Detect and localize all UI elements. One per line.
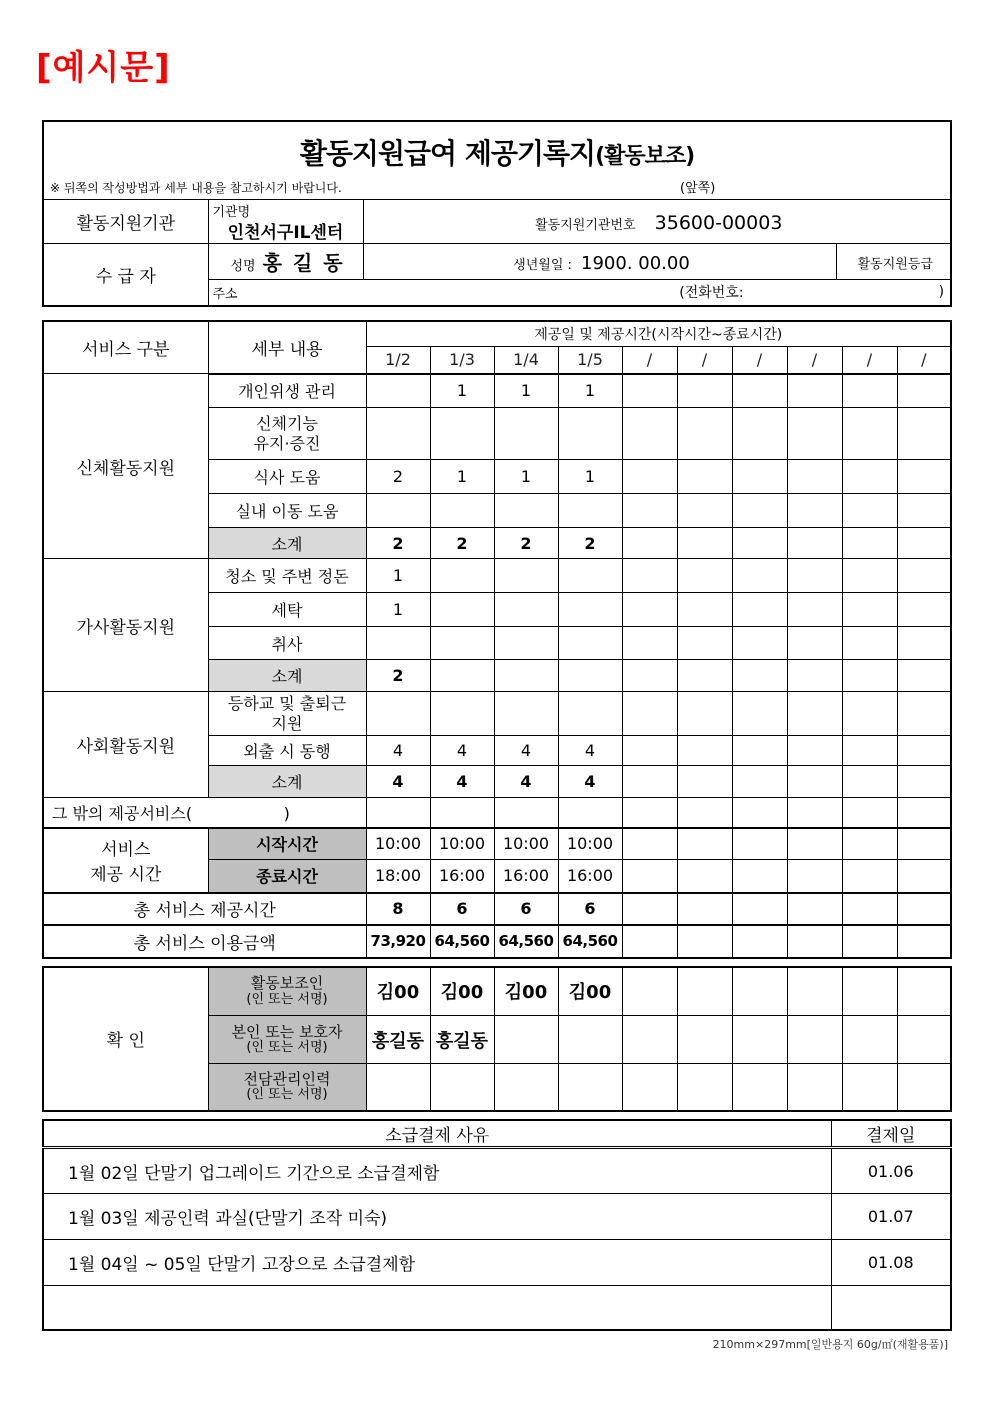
value-cell <box>558 559 622 593</box>
recipient-name-cell <box>208 244 363 280</box>
paper-spec-footer: 210mm×297mm[일반용지 60g/㎡(재활용품)] <box>712 1337 948 1351</box>
value-cell <box>897 828 951 860</box>
org-name-value: 인천서구IL센터 <box>227 223 344 243</box>
value-cell: 2 <box>558 528 622 559</box>
retro-date: 01.08 <box>831 1240 951 1286</box>
retro-reason: 1월 02일 단말기 업그레이드 기간으로 소급결제함 <box>43 1148 831 1194</box>
row-label-outing: 외출 시 동행 <box>208 736 366 766</box>
value-cell <box>897 798 951 828</box>
manager-label-line2: (인 또는 서명) <box>246 1087 328 1103</box>
row-label-line2: 지원 <box>271 713 303 733</box>
value-cell <box>897 1016 951 1064</box>
recipient-birth-value: 1900. 00.00 <box>581 253 690 274</box>
value-cell <box>494 692 558 736</box>
value-cell <box>732 860 787 893</box>
value-cell <box>787 460 842 494</box>
address-label: 주소 <box>212 286 238 302</box>
value-cell <box>558 660 622 692</box>
value-cell: 1/4 <box>494 347 558 374</box>
provide-date-header: 제공일 및 제공시간(시작시간~종료시간) <box>366 321 951 347</box>
value-cell <box>366 494 430 528</box>
value-cell <box>677 860 732 893</box>
value-cell <box>732 766 787 798</box>
value-cell: / <box>732 347 787 374</box>
recipient-name-label: 성명 <box>230 259 256 274</box>
value-cell <box>842 559 897 593</box>
total-service-time-label: 총 서비스 제공시간 <box>43 893 366 925</box>
value-cell <box>897 460 951 494</box>
retro-date: 01.06 <box>831 1148 951 1194</box>
value-cell <box>558 692 622 736</box>
value-cell <box>494 798 558 828</box>
row-label-indoor-move: 실내 이동 도움 <box>208 494 366 528</box>
row-label-personal-hygiene: 개인위생 관리 <box>208 374 366 408</box>
value-cell: 김00 <box>430 967 494 1016</box>
value-cell <box>787 559 842 593</box>
value-cell <box>622 494 677 528</box>
value-cell <box>622 593 677 627</box>
value-cell <box>842 860 897 893</box>
value-cell <box>732 736 787 766</box>
value-cell <box>897 736 951 766</box>
value-cell <box>558 1016 622 1064</box>
value-cell: / <box>622 347 677 374</box>
value-cell: / <box>787 347 842 374</box>
value-cell <box>494 408 558 460</box>
value-cell <box>677 828 732 860</box>
value-cell <box>430 408 494 460</box>
value-cell: 6 <box>494 893 558 925</box>
value-cell <box>842 494 897 528</box>
value-cell <box>787 860 842 893</box>
org-row-label: 활동지원기관 <box>43 200 208 244</box>
support-grade-label: 활동지원등급 <box>857 257 933 272</box>
value-cell <box>732 925 787 958</box>
subtotal-label-social: 소계 <box>208 766 366 798</box>
recipient-birth-cell <box>363 244 836 280</box>
value-cell <box>558 627 622 660</box>
guardian-label-line2: (인 또는 서명) <box>246 1039 328 1055</box>
value-cell: 김00 <box>558 967 622 1016</box>
retro-date: 01.07 <box>831 1194 951 1240</box>
manager-label-line1: 전담관리인력 <box>243 1069 331 1088</box>
value-cell: 18:00 <box>366 860 430 893</box>
value-cell <box>677 627 732 660</box>
retro-row <box>43 1286 951 1330</box>
value-cell <box>787 925 842 958</box>
value-cell: 2 <box>494 528 558 559</box>
value-cell: 73,920 <box>366 925 430 958</box>
value-cell <box>732 967 787 1016</box>
value-cell: 2 <box>366 660 430 692</box>
value-cell <box>732 627 787 660</box>
row-label-line1: 등하교 및 출퇴근 <box>227 693 347 713</box>
value-cell <box>732 374 787 408</box>
value-cell <box>842 766 897 798</box>
assistant-label-line1: 활동보조인 <box>250 974 324 993</box>
value-cell: 1 <box>494 460 558 494</box>
value-cell <box>622 798 677 828</box>
recipient-name-value: 홍 길 동 <box>262 251 345 275</box>
value-cell <box>677 692 732 736</box>
value-cell <box>622 374 677 408</box>
row-label-line1: 신체기능 <box>256 413 318 433</box>
value-cell: 4 <box>494 736 558 766</box>
value-cell: 2 <box>430 528 494 559</box>
value-cell <box>732 1016 787 1064</box>
value-cell <box>677 967 732 1016</box>
value-cell <box>558 593 622 627</box>
value-cell: 1/3 <box>430 347 494 374</box>
value-cell <box>732 559 787 593</box>
guardian-label-line1: 본인 또는 보호자 <box>231 1022 343 1041</box>
subtotal-label-household: 소계 <box>208 660 366 692</box>
value-cell <box>842 692 897 736</box>
value-cell <box>897 860 951 893</box>
service-record-table <box>42 320 952 959</box>
end-time-label: 종료시간 <box>208 860 366 893</box>
value-cell <box>677 736 732 766</box>
assistant-sign-label <box>208 967 366 1016</box>
value-cell: 1 <box>558 460 622 494</box>
guardian-sign-label <box>208 1016 366 1064</box>
value-cell: 홍길동 <box>366 1016 430 1064</box>
row-label-cleaning: 청소 및 주변 정돈 <box>208 559 366 593</box>
value-cell <box>842 828 897 860</box>
value-cell <box>430 494 494 528</box>
front-side-label: (앞쪽) <box>680 181 716 196</box>
manager-sign-label <box>208 1064 366 1111</box>
value-cell <box>842 408 897 460</box>
value-cell <box>622 736 677 766</box>
address-cell <box>208 280 951 306</box>
group-physical-support: 신체활동지원 <box>43 374 208 559</box>
value-cell <box>558 1064 622 1111</box>
value-cell: 4 <box>366 736 430 766</box>
value-cell <box>787 798 842 828</box>
retro-reason: 1월 03일 제공인력 과실(단말기 조작 미숙) <box>43 1194 831 1240</box>
value-cell <box>677 374 732 408</box>
value-cell <box>622 967 677 1016</box>
value-cell <box>622 925 677 958</box>
doc-title <box>44 122 950 172</box>
value-cell <box>897 374 951 408</box>
value-cell: / <box>842 347 897 374</box>
value-cell <box>677 1016 732 1064</box>
retro-row <box>43 1194 951 1240</box>
value-cell <box>842 1016 897 1064</box>
value-cell <box>897 660 951 692</box>
value-cell <box>677 593 732 627</box>
total-service-amount-label: 총 서비스 이용금액 <box>43 925 366 958</box>
value-cell <box>622 893 677 925</box>
value-cell <box>842 925 897 958</box>
title-cell <box>43 121 951 200</box>
service-type-header: 서비스 구분 <box>43 321 208 374</box>
phone-label: (전화번호: <box>679 285 744 302</box>
value-cell <box>622 528 677 559</box>
value-cell <box>366 627 430 660</box>
retro-reason-header: 소급결제 사유 <box>43 1120 831 1148</box>
confirm-row-label: 확 인 <box>43 967 208 1111</box>
service-time-line2: 제공 시간 <box>90 865 162 885</box>
value-cell <box>787 967 842 1016</box>
org-number-label: 활동지원기관번호 <box>535 217 636 233</box>
value-cell: 16:00 <box>430 860 494 893</box>
retro-reason: 1월 04일 ~ 05일 단말기 고장으로 소급결제함 <box>43 1240 831 1286</box>
value-cell: 16:00 <box>494 860 558 893</box>
value-cell <box>677 893 732 925</box>
value-cell: 4 <box>558 766 622 798</box>
support-grade-cell <box>836 244 951 280</box>
value-cell <box>430 798 494 828</box>
value-cell: 홍길동 <box>430 1016 494 1064</box>
group-social-support: 사회활동지원 <box>43 692 208 798</box>
value-cell <box>622 559 677 593</box>
retro-date-header: 결제일 <box>831 1120 951 1148</box>
value-cell <box>622 1064 677 1111</box>
value-cell <box>494 494 558 528</box>
value-cell <box>732 528 787 559</box>
value-cell: 10:00 <box>430 828 494 860</box>
value-cell: 6 <box>558 893 622 925</box>
value-cell <box>622 1016 677 1064</box>
value-cell <box>787 1016 842 1064</box>
retro-payment-table <box>42 1119 952 1331</box>
value-cell <box>677 408 732 460</box>
value-cell <box>558 798 622 828</box>
value-cell <box>366 374 430 408</box>
value-cell <box>787 692 842 736</box>
subtotal-label-physical: 소계 <box>208 528 366 559</box>
value-cell <box>677 494 732 528</box>
value-cell <box>430 559 494 593</box>
document <box>42 120 950 1352</box>
value-cell <box>897 967 951 1016</box>
value-cell <box>430 1064 494 1111</box>
value-cell <box>494 1064 558 1111</box>
value-cell <box>366 1064 430 1111</box>
value-cell: 10:00 <box>558 828 622 860</box>
value-cell <box>430 593 494 627</box>
value-cell <box>558 494 622 528</box>
org-number-value: 35600-00003 <box>654 211 783 234</box>
org-name-cell <box>208 200 363 244</box>
value-cell: 16:00 <box>558 860 622 893</box>
row-label-laundry: 세탁 <box>208 593 366 627</box>
start-time-label: 시작시간 <box>208 828 366 860</box>
value-cell <box>732 660 787 692</box>
value-cell: 10:00 <box>494 828 558 860</box>
value-cell <box>897 494 951 528</box>
value-cell <box>787 408 842 460</box>
value-cell <box>622 408 677 460</box>
value-cell: 1 <box>558 374 622 408</box>
value-cell <box>842 627 897 660</box>
retro-reason <box>43 1286 831 1330</box>
value-cell: 6 <box>430 893 494 925</box>
value-cell: 4 <box>430 766 494 798</box>
value-cell <box>677 1064 732 1111</box>
value-cell <box>494 559 558 593</box>
org-number-cell <box>363 200 951 244</box>
value-cell <box>842 460 897 494</box>
confirm-table <box>42 966 952 1112</box>
value-cell <box>732 893 787 925</box>
value-cell <box>732 408 787 460</box>
value-cell <box>622 766 677 798</box>
value-cell <box>622 692 677 736</box>
value-cell <box>732 828 787 860</box>
value-cell: 1 <box>494 374 558 408</box>
value-cell <box>897 925 951 958</box>
value-cell <box>842 736 897 766</box>
value-cell <box>430 627 494 660</box>
value-cell <box>494 660 558 692</box>
value-cell <box>842 528 897 559</box>
value-cell: / <box>677 347 732 374</box>
value-cell <box>677 766 732 798</box>
value-cell: 64,560 <box>558 925 622 958</box>
value-cell: 1/5 <box>558 347 622 374</box>
other-service-label: 그 밖의 제공서비스( ) <box>43 798 366 828</box>
value-cell <box>897 408 951 460</box>
service-time-label <box>43 828 208 893</box>
value-cell: 1 <box>430 374 494 408</box>
value-cell <box>622 860 677 893</box>
value-cell <box>677 798 732 828</box>
doc-note-line <box>44 172 950 199</box>
value-cell <box>787 1064 842 1111</box>
value-cell <box>897 893 951 925</box>
doc-title-main: 활동지원급여 제공기록지 <box>299 137 596 170</box>
value-cell <box>677 925 732 958</box>
value-cell <box>366 798 430 828</box>
value-cell <box>787 766 842 798</box>
value-cell <box>732 692 787 736</box>
value-cell <box>842 374 897 408</box>
value-cell <box>787 528 842 559</box>
value-cell <box>897 692 951 736</box>
retro-row <box>43 1240 951 1286</box>
value-cell: 2 <box>366 528 430 559</box>
value-cell: 김00 <box>494 967 558 1016</box>
value-cell <box>897 1064 951 1111</box>
value-cell <box>787 893 842 925</box>
value-cell <box>897 559 951 593</box>
value-cell <box>842 893 897 925</box>
value-cell <box>787 593 842 627</box>
value-cell <box>732 494 787 528</box>
value-cell <box>677 559 732 593</box>
value-cell <box>558 408 622 460</box>
org-name-label: 기관명 <box>212 205 251 220</box>
value-cell <box>787 828 842 860</box>
value-cell: 2 <box>366 460 430 494</box>
value-cell: 4 <box>558 736 622 766</box>
row-label-meal-help: 식사 도움 <box>208 460 366 494</box>
value-cell <box>732 460 787 494</box>
value-cell <box>897 593 951 627</box>
value-cell <box>897 766 951 798</box>
value-cell <box>787 374 842 408</box>
value-cell <box>842 660 897 692</box>
value-cell <box>622 828 677 860</box>
value-cell: 4 <box>366 766 430 798</box>
value-cell: 8 <box>366 893 430 925</box>
value-cell: 64,560 <box>494 925 558 958</box>
value-cell: 김00 <box>366 967 430 1016</box>
service-detail-header: 세부 내용 <box>208 321 366 374</box>
value-cell: 1 <box>366 593 430 627</box>
value-cell <box>677 528 732 559</box>
doc-title-suffix: (활동보조) <box>595 144 695 169</box>
value-cell <box>842 1064 897 1111</box>
value-cell <box>842 798 897 828</box>
row-label-body-function <box>208 408 366 460</box>
value-cell <box>787 736 842 766</box>
value-cell: 10:00 <box>366 828 430 860</box>
value-cell <box>366 692 430 736</box>
value-cell <box>732 798 787 828</box>
row-label-line2: 유지·증진 <box>253 433 321 453</box>
value-cell: 1 <box>366 559 430 593</box>
phone-close-paren: ) <box>938 284 945 301</box>
service-time-line1: 서비스 <box>101 840 151 860</box>
value-cell: 4 <box>494 766 558 798</box>
value-cell <box>732 1064 787 1111</box>
value-cell <box>787 494 842 528</box>
value-cell: 1/2 <box>366 347 430 374</box>
value-cell <box>366 408 430 460</box>
sample-tag: [예시문] <box>36 48 171 88</box>
recipient-birth-label: 생년월일 : <box>513 258 572 273</box>
row-label-commute <box>208 692 366 736</box>
value-cell <box>787 660 842 692</box>
value-cell: 4 <box>430 736 494 766</box>
value-cell <box>622 660 677 692</box>
value-cell: 64,560 <box>430 925 494 958</box>
value-cell <box>842 593 897 627</box>
value-cell <box>494 1016 558 1064</box>
value-cell <box>677 660 732 692</box>
value-cell: 1 <box>430 460 494 494</box>
value-cell <box>787 627 842 660</box>
value-cell <box>897 627 951 660</box>
value-cell <box>494 627 558 660</box>
value-cell <box>430 692 494 736</box>
value-cell <box>494 593 558 627</box>
value-cell <box>842 967 897 1016</box>
retro-row <box>43 1148 951 1194</box>
header-info-table <box>42 120 952 307</box>
recipient-row-label: 수 급 자 <box>43 244 208 306</box>
group-household-support: 가사활동지원 <box>43 559 208 692</box>
row-label-cooking: 취사 <box>208 627 366 660</box>
value-cell <box>622 460 677 494</box>
value-cell <box>732 593 787 627</box>
retro-date <box>831 1286 951 1330</box>
value-cell <box>622 627 677 660</box>
assistant-label-line2: (인 또는 서명) <box>246 991 328 1007</box>
doc-note: ※ 뒤쪽의 작성방법과 세부 내용을 참고하시기 바랍니다. <box>50 181 342 195</box>
value-cell: / <box>897 347 951 374</box>
value-cell <box>677 460 732 494</box>
value-cell <box>430 660 494 692</box>
value-cell <box>897 528 951 559</box>
